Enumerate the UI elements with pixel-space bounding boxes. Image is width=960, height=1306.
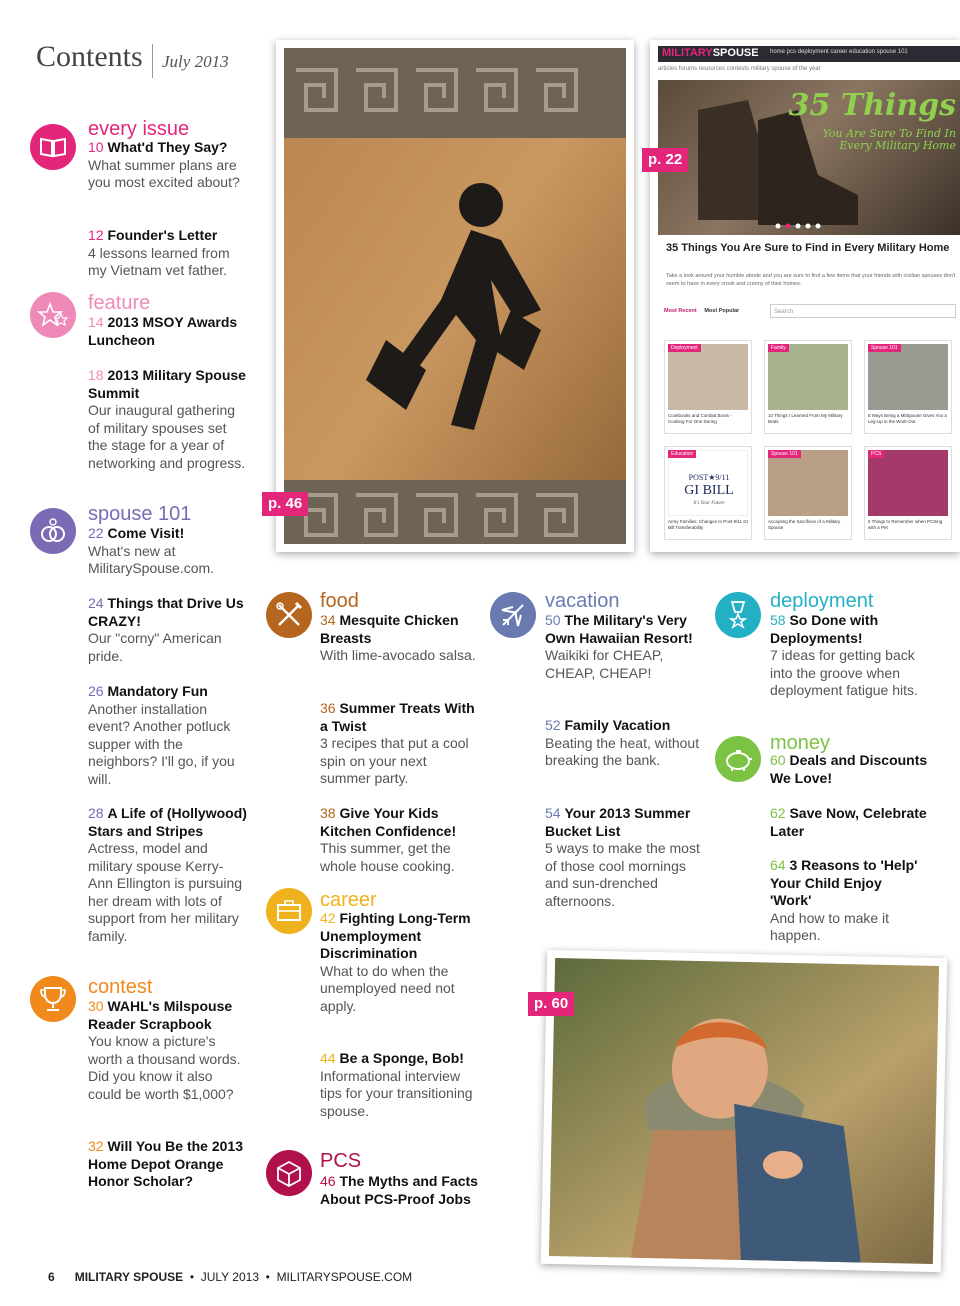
toc-entry[interactable] [320,1050,480,1120]
toc-entry[interactable] [88,525,248,578]
article-tile[interactable] [864,340,952,434]
tab-most-popular[interactable]: Most Popular [704,308,740,314]
entry-desc: Informational interview tips for your transitioning spouse. [320,1067,473,1119]
entry-desc: Our "corny" American pride. [88,630,222,664]
toc-entry[interactable] [545,805,705,910]
toc-entry[interactable] [88,683,248,788]
page-number: 14 [88,314,104,330]
article-tile[interactable] [664,446,752,540]
briefcase-icon [266,888,312,934]
page-number: 60 [770,752,786,768]
page-tag-p22: p. 22 [642,148,688,172]
entry-title: Summer Treats With a Twist [320,700,475,734]
section-title-pcs: PCS [320,1150,362,1172]
toc-entry[interactable] [545,717,705,770]
entry-title: The Myths and Facts About PCS-Proof Jobs [320,1173,478,1207]
section-title-deployment: deployment [770,590,874,612]
page-number: 44 [320,1050,336,1066]
rings-icon [30,508,76,554]
page-number: 24 [88,595,104,611]
tile-category: PCS [868,450,884,458]
section-title-feature: feature [88,292,151,314]
entry-title: 2013 MSOY Awards Luncheon [88,314,238,348]
baby-soldier-image [541,950,947,1272]
entry-desc: 7 ideas for getting back into the groove when deployment fatigue hits. [770,647,918,698]
entry-title: 3 Reasons to 'Help' Your Child Enjoy 'Work' [770,857,918,908]
magazine-name: MILITARY SPOUSE [74,1270,184,1284]
article-blurb: Take a look around your humble abode and you are sure to find a few items that your friends with civilian spouses don't seem to have in every crook and cranny of their homes. [666,273,956,287]
toc-entry[interactable] [88,805,248,945]
toc-entry[interactable] [320,1173,480,1208]
toc-entry[interactable] [320,612,480,665]
toc-entry[interactable] [88,1138,248,1191]
entry-title: Will You Be the 2013 Home Depot Orange Honor Scholar? [88,1138,243,1189]
tile-category: Deployment [668,344,701,352]
entry-title: The Military's Very Own Hawaiian Resort! [545,612,693,646]
entry-desc: 5 ways to make the most of those cool mornings and sun-drenched afternoons. [545,840,700,909]
tile-category: Spouse 101 [768,450,801,458]
section-title-spouse-101: spouse 101 [88,503,192,525]
toc-entry[interactable] [320,910,480,1015]
photo-stone-carving[interactable] [276,40,634,552]
entry-title: Deals and Discounts We Love! [770,752,928,786]
tile-caption: 5 Things to Remember when PCSing with a Pet [868,519,943,530]
tile-image [668,344,748,410]
website-subnav: articles forums resources contests military spouse of the year [658,66,821,72]
section-title-food: food [320,590,359,612]
tile-image [668,450,748,516]
entry-desc: Beating the heat, without breaking the bank. [545,734,700,768]
gi-bill-line3: It's Your Future [693,501,725,506]
tile-caption: Army Families: Changes to Post 9/11 GI Bill Transferability [668,519,748,530]
entry-title: Family Vacation [564,717,671,733]
entry-title: Your 2013 Summer Bucket List [545,805,691,839]
issue-date: July 2013 [162,52,229,71]
footer-bullet: • [262,1270,274,1284]
entry-desc: Actress, model and military spouse Kerry-Ann Ellington is pursuing her dream with lots of support from her military family. [88,840,243,944]
page-number: 42 [320,910,336,926]
tile-image [868,450,948,516]
page-number: 18 [88,367,104,383]
entry-desc: What summer plans are you most excited about? [88,156,240,190]
entry-desc: Another installation event? Another potluck supper with the neighbors? I'll go, if you will. [88,700,235,787]
page-number: 22 [88,525,104,541]
entry-desc: Our inaugural gathering of military spouses set the stage for a year of networking and progress. [88,402,246,471]
toc-entry[interactable] [88,367,248,472]
toc-entry[interactable] [320,805,480,875]
website-search-input[interactable]: Search [770,304,956,318]
tile-caption: Cookbooks and Combat Boots - Cooking For One During [668,413,732,424]
tile-image [868,344,948,410]
article-tile[interactable] [764,446,852,540]
toc-entry[interactable] [88,998,248,1103]
article-tile[interactable] [664,340,752,434]
entry-title: Fighting Long-Term Unemployment Discrimination [320,910,471,961]
toc-entry[interactable] [770,857,920,945]
page-footer [48,1270,412,1284]
page-number: 30 [88,998,104,1014]
page-number: 38 [320,805,336,821]
airplane-icon [490,592,536,638]
website-logo: MILITARYSPOUSE [662,47,759,59]
tile-category: Family [768,344,789,352]
box-icon [266,1150,312,1196]
entry-desc: What to do when the unemployed need not apply. [320,962,455,1014]
entry-desc: With lime-avocado salsa. [320,647,476,663]
trophy-icon [30,976,76,1022]
medal-icon [715,592,761,638]
page-number-footer: 6 [48,1270,55,1284]
page-number: 62 [770,805,786,821]
toc-entry[interactable] [770,752,940,787]
hero-subtitle: You Are Sure To Find In Every Military Home [822,127,956,152]
book-icon [30,124,76,170]
toc-entry[interactable] [545,612,705,682]
section-title-contest: contest [88,976,153,998]
toc-entry[interactable] [770,805,940,840]
website-tabs [664,308,739,314]
entry-desc: 4 lessons learned from my Vietnam vet father. [88,244,230,278]
photo-baby-soldier[interactable] [541,950,947,1272]
entry-desc: And how to make it happen. [770,909,890,943]
toc-entry[interactable] [88,139,248,192]
website-hero [658,80,960,235]
entry-title: 2013 Military Spouse Summit [88,367,246,401]
page-number: 52 [545,717,561,733]
page-number: 12 [88,227,104,243]
footer-site[interactable]: MILITARYSPOUSE.COM [276,1270,413,1284]
tile-caption: 10 Things I Learned From My Military Brats [768,413,843,424]
entry-title: Mandatory Fun [107,683,208,699]
section-title-money: money [770,732,831,754]
entry-desc: 3 recipes that put a cool spin on your next summer party. [320,735,469,786]
footer-issue: JULY 2013 [200,1270,259,1284]
section-title-career: career [320,889,377,911]
page-number: 54 [545,805,561,821]
entry-title: What'd They Say? [107,139,228,155]
tile-image [768,450,848,516]
piggy-bank-icon [715,736,761,782]
toc-entry[interactable] [88,227,248,280]
entry-desc: This summer, get the whole house cooking. [320,840,455,874]
entry-title: Save Now, Celebrate Later [770,805,927,839]
toc-entry[interactable] [88,595,248,665]
page-number: 10 [88,139,104,155]
article-tile[interactable] [764,340,852,434]
entry-desc: Waikiki for CHEAP, CHEAP, CHEAP! [545,647,664,681]
page-number: 34 [320,612,336,628]
entry-title: Come Visit! [107,525,185,541]
section-title-vacation: vacation [545,590,620,612]
entry-title: So Done with Deployments! [770,612,879,646]
toc-entry[interactable] [88,314,248,349]
article-headline[interactable]: 35 Things You Are Sure to Find in Every Military Home [666,242,950,254]
stars-icon [30,292,76,338]
page-title: Contents [36,40,143,73]
toc-entry[interactable] [770,612,940,700]
entry-title: Give Your Kids Kitchen Confidence! [320,805,457,839]
toc-entry[interactable] [320,700,480,788]
section-title-every-issue: every issue [88,118,190,140]
page-number: 28 [88,805,104,821]
tile-category: Education [668,450,696,458]
entry-title: Founder's Letter [107,227,218,243]
stone-carving-image [276,40,634,552]
tab-most-recent[interactable]: Most Recent [664,308,697,314]
gi-bill-line2: GI BILL [684,483,734,498]
utensils-icon [266,592,312,638]
page-number: 46 [320,1173,336,1189]
website-screenshot[interactable] [650,40,960,552]
footer-bullet: • [186,1270,198,1284]
entry-title: Things that Drive Us CRAZY! [88,595,244,629]
tile-caption: 5 Ways Being a MilSpouse Gives You a Leg-Up in the Work-Out [868,413,947,424]
page-tag-p60: p. 60 [528,992,574,1016]
page-number: 58 [770,612,786,628]
website-nav-links: home pcs deployment career education spouse 101 [770,49,908,55]
website-navbar [658,46,960,62]
page-number: 26 [88,683,104,699]
tile-caption: Accepting the Sacrifices of a Military Spouse [768,519,841,530]
page-number: 50 [545,612,561,628]
hero-title: 35 Things [788,88,956,123]
entry-title: Be a Sponge, Bob! [339,1050,464,1066]
entry-desc: You know a picture's worth a thousand words. Did you know it also could be worth $1,000? [88,1033,241,1102]
entry-title: A Life of (Hollywood) Stars and Stripes [88,805,247,839]
entry-desc: What's new at MilitarySpouse.com. [88,542,215,576]
tile-image [768,344,848,410]
page-number: 36 [320,700,336,716]
article-tile[interactable] [864,446,952,540]
gi-bill-line1: POST★9/11 [688,473,730,482]
entry-title: WAHL's Milspouse Reader Scrapbook [88,998,233,1032]
page-number: 32 [88,1138,104,1154]
entry-title: Mesquite Chicken Breasts [320,612,459,646]
tile-category: Spouse 101 [868,344,901,352]
header-divider [152,44,153,78]
page-tag-p46: p. 46 [262,492,308,516]
page-number: 64 [770,857,786,873]
